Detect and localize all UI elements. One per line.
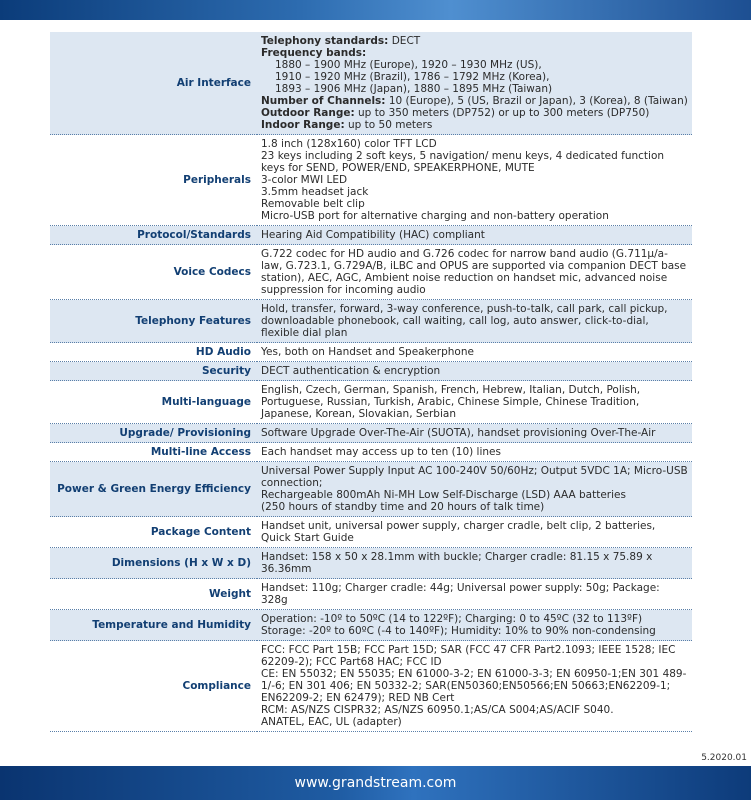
- row-value: DECT authentication & encryption: [261, 365, 441, 377]
- row-label: Air Interface: [176, 77, 251, 89]
- row-value: Handset: 110g; Charger cradle: 44g; Universal power supply: 50g; Package: 328g: [261, 582, 660, 606]
- row-label: HD Audio: [195, 346, 251, 358]
- footer-website-link[interactable]: www.grandstream.com: [294, 775, 457, 791]
- row-value: Each handset may access up to ten (10) lines: [261, 446, 501, 458]
- row-label: Upgrade/ Provisioning: [119, 427, 251, 439]
- row-label: Voice Codecs: [173, 266, 251, 278]
- row-label: Package Content: [150, 526, 251, 538]
- row-label: Peripherals: [183, 174, 251, 186]
- row-value: 1.8 inch (128x160) color TFT LCD 23 keys including 2 soft keys, 5 navigation/ menu keys, 4 dedicated function keys for SEND, POWER/END, SPEAKERPHONE, MUTE 3-color MWI LED 3.5mm headset jack Removable belt clip Micro-USB port for alternative charging and non-battery operation: [261, 138, 665, 222]
- spec-row-multi-language: [50, 381, 692, 424]
- row-label: Protocol/Standards: [137, 229, 251, 241]
- row-label: Telephony Features: [135, 315, 251, 327]
- row-value: Universal Power Supply Input AC 100-240V 50/60Hz; Output 5VDC 1A; Micro-USB connection; Rechargeable 800mAh Ni-MH Low Self-Discharge (LSD) AAA batteries (250 hours of standby time and 20 hours of talk time): [261, 465, 688, 513]
- spec-row-protocol: [50, 226, 692, 245]
- spec-row-hd-audio: [50, 343, 692, 362]
- spec-row-upgrade: [50, 424, 692, 443]
- spec-table: [50, 32, 692, 732]
- row-label: Security: [201, 365, 251, 377]
- spec-row-telephony-features: [50, 300, 692, 343]
- row-value: Yes, both on Handset and Speakerphone: [261, 346, 474, 358]
- row-label: Dimensions (H x W x D): [111, 557, 251, 569]
- spec-row-security: [50, 362, 692, 381]
- row-value: Operation: -10º to 50ºC (14 to 122ºF); Charging: 0 to 45ºC (32 to 113ºF) Storage: -20º to 60ºC (-4 to 140ºF); Humidity: 10% to 90% non-condensing: [261, 613, 656, 637]
- spec-row-package: [50, 517, 692, 548]
- row-label: Compliance: [182, 680, 251, 692]
- row-label: Multi-language: [161, 396, 251, 408]
- row-value: English, Czech, German, Spanish, French, Hebrew, Italian, Dutch, Polish, Portuguese, Russian, Turkish, Arabic, Chinese Simple, Chinese Tradition, Japanese, Korean, Slovakian, Serbian: [261, 384, 641, 420]
- row-value: FCC: FCC Part 15B; FCC Part 15D; SAR (FCC 47 CFR Part2.1093; IEEE 1528; IEC 62209-2); FCC Part68 HAC; FCC ID CE: EN 55032; EN 55035; EN 61000-3-2; EN 61000-3-3; EN 60950-1;EN 301 489-1/-6; EN 301 406; EN 50332-2; SAR(EN50360;EN50566;EN 50663;EN62209-1; EN62209-2; EN 62479); RED NB Cert RCM: AS/NZS CISPR32; AS/NZS 60950.1;AS/CA S004;AS/ACIF S040. ANATEL, EAC, UL (adapter): [261, 644, 687, 728]
- row-value: Telephony standards: DECT Frequency bands: 1880 – 1900 MHz (Europe), 1920 – 1930 MHz (US), 1910 – 1920 MHz (Brazil), 1786 – 1792 MHz (Korea), 1893 – 1906 MHz (Japan), 1880 – 1895 MHz (Taiwan) Number of Channels: 10 (Europe), 5 (US, Brazil or Japan), 3 (Korea), 8 (Taiwan) Outdoor Range: up to 350 meters (DP752) or up to 300 meters (DP750) Indoor Range: up to 50 meters: [261, 35, 688, 131]
- spec-row-temperature: [50, 610, 692, 641]
- row-label: Weight: [209, 588, 251, 600]
- row-label: Power & Green Energy Efficiency: [57, 483, 251, 495]
- row-value: Hearing Aid Compatibility (HAC) compliant: [261, 229, 485, 241]
- row-label: Temperature and Humidity: [92, 619, 251, 631]
- spec-row-dimensions: [50, 548, 692, 579]
- spec-row-air-interface: [50, 32, 692, 135]
- row-label: Multi-line Access: [150, 446, 251, 458]
- row-value: Hold, transfer, forward, 3-way conference, push-to-talk, call park, call pickup, downloadable phonebook, call waiting, call log, auto answer, click-to-dial, flexible dial plan: [261, 303, 668, 339]
- spec-row-multi-line: [50, 443, 692, 462]
- spec-row-peripherals: [50, 135, 692, 226]
- spec-row-voice-codecs: [50, 245, 692, 300]
- footer-banner: [0, 766, 751, 800]
- spec-row-power: [50, 462, 692, 517]
- row-value: Software Upgrade Over-The-Air (SUOTA), handset provisioning Over-The-Air: [261, 427, 656, 439]
- top-banner: [0, 0, 751, 20]
- spec-row-compliance: [50, 641, 692, 732]
- row-value: Handset: 158 x 50 x 28.1mm with buckle; Charger cradle: 81.15 x 75.89 x 36.36mm: [261, 551, 653, 575]
- document-version: 5.2020.01: [701, 753, 747, 763]
- spec-row-weight: [50, 579, 692, 610]
- row-value: G.722 codec for HD audio and G.726 codec for narrow band audio (G.711µ/a-law, G.723.1, G.729A/B, iLBC and OPUS are supported via companion DECT base station), AEC, AGC, Ambient noise reduction on handset mic, advanced noise suppression for incoming audio: [261, 248, 687, 296]
- row-value: Handset unit, universal power supply, charger cradle, belt clip, 2 batteries, Quick Start Guide: [261, 520, 656, 544]
